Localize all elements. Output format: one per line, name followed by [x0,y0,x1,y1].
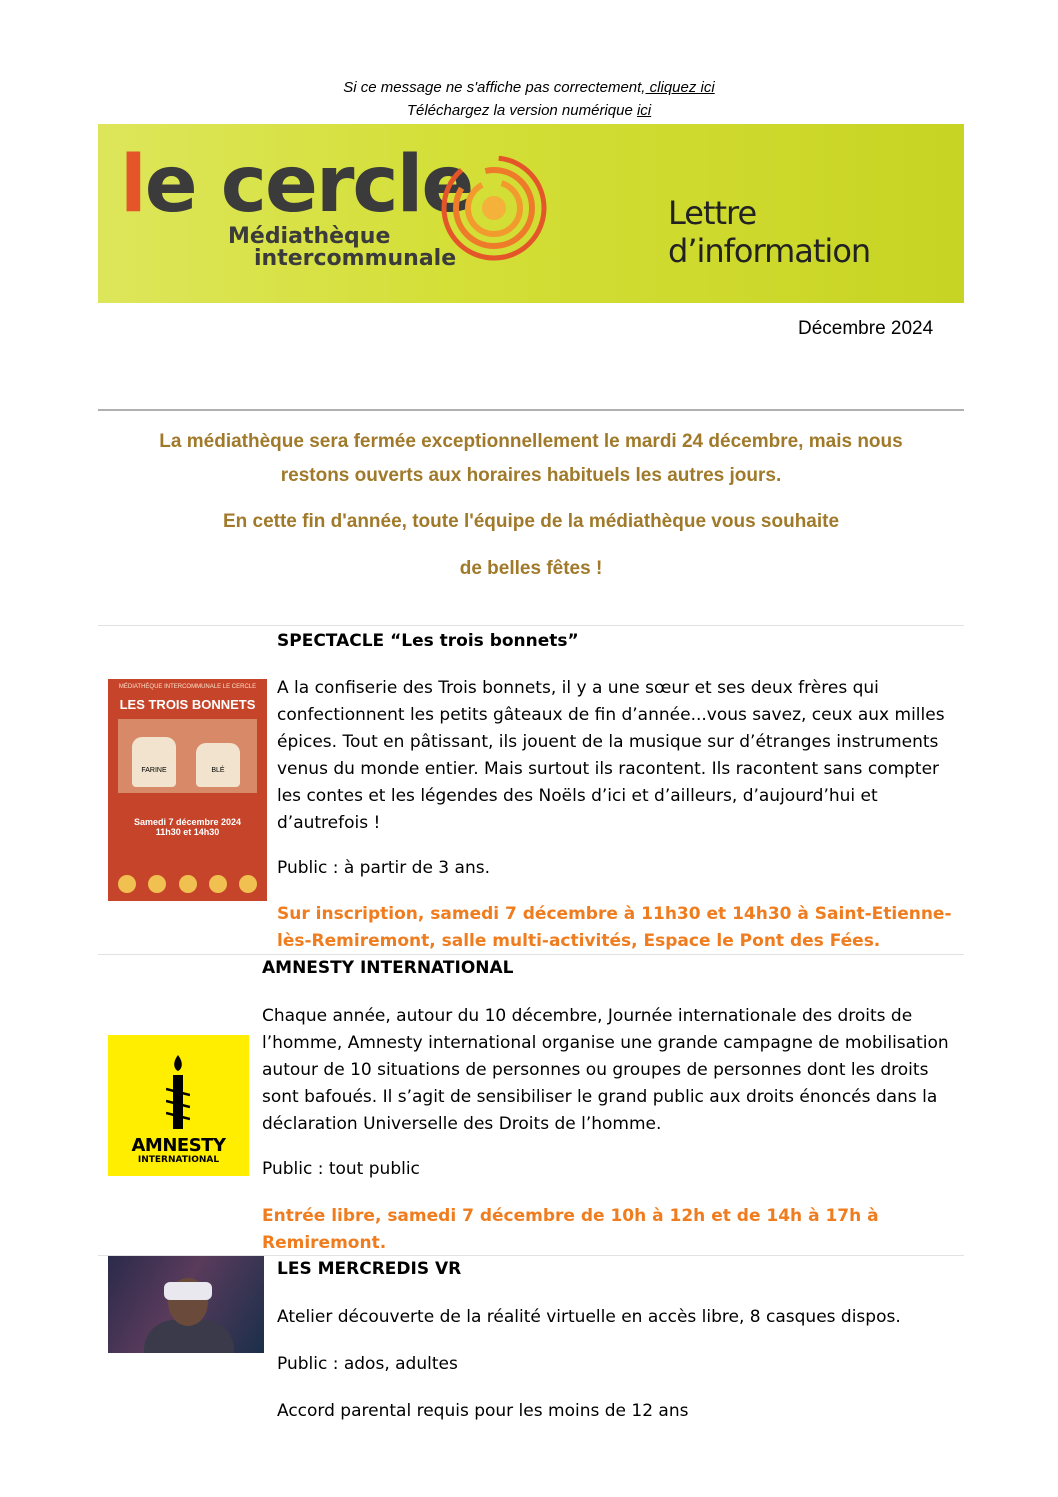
logo-wordmark: le cercle [120,140,473,230]
divider [98,625,964,626]
event-audience: Public : à partir de 3 ans. [277,858,490,878]
click-here-link[interactable]: cliquez ici [645,79,715,96]
download-line: Téléchargez la version numérique ici [406,102,652,119]
event-audience: Public : tout public [262,1159,420,1179]
closure-notice: La médiathèque sera fermée exceptionnellement le mardi 24 décembre, mais nous restons ouverts aux horaires habituels les autres jours. [159,431,903,486]
newsletter-title: Lettre d’information [668,194,871,270]
candle-icon [166,1055,190,1133]
logo-subtitle: Médiathèque intercommunale [228,224,457,271]
event-description: Atelier découverte de la réalité virtuelle en accès libre, 8 casques dispos. [277,1307,901,1327]
display-issue-line: Si ce message ne s'affiche pas correctement, cliquez ici [343,79,715,96]
amnesty-logo: AMNESTY INTERNATIONAL [108,1035,249,1176]
divider [98,409,964,411]
divider [98,954,964,955]
download-link[interactable]: ici [636,102,652,119]
event-audience: Public : ados, adultes [277,1354,458,1374]
event-title: LES MERCREDIS VR [277,1259,462,1279]
holiday-wishes-end: de belles fêtes ! [459,558,603,579]
top-links [0,76,1058,122]
holiday-wishes: En cette fin d'année, toute l'équipe de la médiathèque vous souhaite [222,511,840,532]
vr-headset-icon [164,1282,212,1300]
event-schedule: Entrée libre, samedi 7 décembre de 10h à 12h et de 14h à 17h à Remiremont. [262,1206,879,1253]
issue-date: Décembre 2024 [798,318,934,339]
event-note: Accord parental requis pour les moins de 12 ans [277,1401,689,1421]
event-title: AMNESTY INTERNATIONAL [262,958,514,978]
partner-logos [118,875,257,895]
event-description: A la confiserie des Trois bonnets, il y a une sœur et ses deux frères qui confectionnent les petits gâteaux de fin d’année...vous savez, ceux aux milles épices. Tout en pâtissant, ils jouent de la musique sur d’étranges instruments venus du monde entier. Mais surtout ils racontent. Ils racontent sans compter les contes et les légendes des Noëls d’ici et d’ailleurs, d’aujourd’hui et d’autrefois ! [277,678,945,833]
event-poster-trois-bonnets: MÉDIATHÈQUE INTERCOMMUNALE LE CERCLE LES TROIS BONNETS FARINE BLÉ Samedi 7 décembre 2024 11h30 et 14h30 [108,679,267,901]
event-description: Chaque année, autour du 10 décembre, Journée internationale des droits de l’homme, Amnesty international organise une grande campagne de mobilisation autour de 10 situations de personnes ou groupes de personnes dont les droits sont bafoués. Il s’agit de sensibiliser le grand public aux droits énoncés dans la déclaration Universelle des Droits de l’homme. [262,1006,949,1134]
vr-photo [108,1256,264,1353]
event-schedule: Sur inscription, samedi 7 décembre à 11h30 et 14h30 à Saint-Etienne-lès-Remiremont, salle multi-activités, Espace le Pont des Fées. [277,904,952,951]
event-title: SPECTACLE “Les trois bonnets” [277,631,579,651]
header-banner [98,124,964,303]
